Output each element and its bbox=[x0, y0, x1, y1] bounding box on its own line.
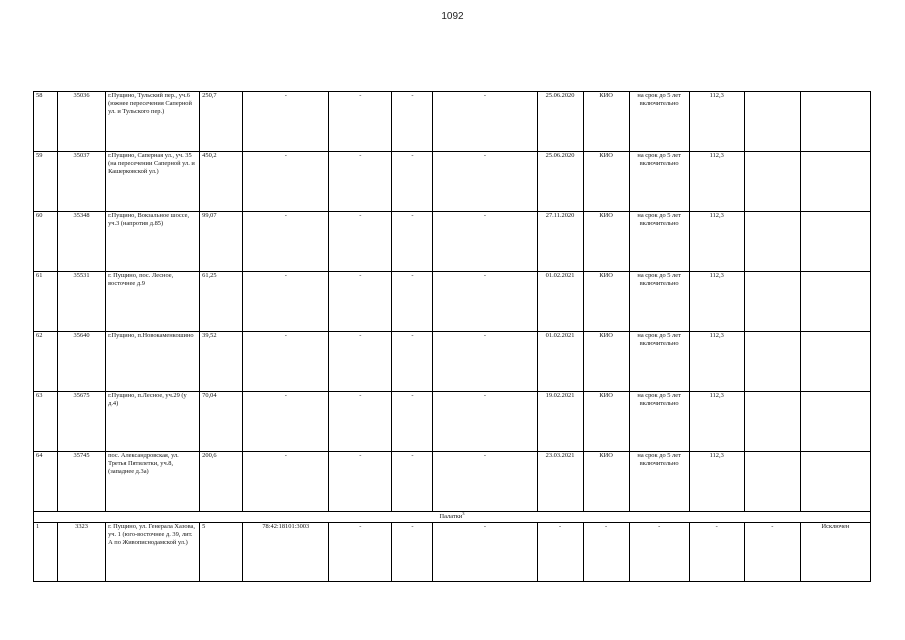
table-row bbox=[34, 523, 871, 582]
cell-area: 450,2 bbox=[200, 152, 243, 212]
cell-dash: - bbox=[392, 332, 433, 392]
cell-term: на срок до 5 лет включительно bbox=[629, 212, 689, 272]
cell-term: на срок до 5 лет включительно bbox=[629, 392, 689, 452]
cell-address: пос. Александровская, ул. Третья Пятилетки, уч.8, (западнее д.3а) bbox=[106, 452, 200, 512]
table-row bbox=[34, 452, 871, 512]
cell-address: г.Пущино, Саперная ул., уч. 35 (на пересечении Саперной ул. и Кашерковской ул.) bbox=[106, 152, 200, 212]
cell-area: 5 bbox=[200, 523, 243, 582]
cell-dash: - bbox=[392, 152, 433, 212]
cell-date: 01.02.2021 bbox=[537, 272, 583, 332]
cell-address: г.Пущино, п.Новокаменкошино bbox=[106, 332, 200, 392]
cell-note bbox=[744, 212, 800, 272]
cell-note bbox=[744, 332, 800, 392]
cell-address: г.Пущино, п.Лесное, уч.29 (у д.4) bbox=[106, 392, 200, 452]
cell-dash: - bbox=[689, 523, 744, 582]
section-header-row bbox=[34, 512, 871, 523]
cell-org: КИО bbox=[583, 272, 629, 332]
cell-address: г.Пущино, Тульский пер., уч.6 (южнее пересечения Саперной ул. и Тульского пер.) bbox=[106, 92, 200, 152]
cell-term: на срок до 5 лет включительно bbox=[629, 152, 689, 212]
cell-dash: - bbox=[243, 452, 329, 512]
cell-dash: - bbox=[329, 392, 392, 452]
cell-date: 23.03.2021 bbox=[537, 452, 583, 512]
cell-empty bbox=[800, 392, 870, 452]
cell-note bbox=[744, 452, 800, 512]
cell-term: на срок до 5 лет включительно bbox=[629, 272, 689, 332]
cell-dash: - bbox=[433, 212, 537, 272]
cell-date: 01.02.2021 bbox=[537, 332, 583, 392]
table-row bbox=[34, 392, 871, 452]
cell-date: 27.11.2020 bbox=[537, 212, 583, 272]
cell-dash: - bbox=[433, 272, 537, 332]
cell-dash: - bbox=[537, 523, 583, 582]
cell-price: 112,3 bbox=[689, 452, 744, 512]
cell-note bbox=[744, 152, 800, 212]
cell-dash: - bbox=[243, 92, 329, 152]
cell-date: 19.02.2021 bbox=[537, 392, 583, 452]
cell-dash: - bbox=[329, 152, 392, 212]
page-number: 1092 bbox=[441, 11, 464, 22]
cell-dash: - bbox=[744, 523, 800, 582]
cell-term: на срок до 5 лет включительно bbox=[629, 92, 689, 152]
cell-note bbox=[744, 392, 800, 452]
cell-address: г.Пущино, Вокзальное шоссе, уч.3 (напротив д.85) bbox=[106, 212, 200, 272]
cell-note bbox=[744, 92, 800, 152]
table-row bbox=[34, 332, 871, 392]
cell-dash: - bbox=[392, 392, 433, 452]
cell-price: 112,3 bbox=[689, 332, 744, 392]
cell-area: 250,7 bbox=[200, 92, 243, 152]
cell-empty bbox=[800, 152, 870, 212]
cell-num: 1 bbox=[34, 523, 58, 582]
cell-status: Исключен bbox=[800, 523, 870, 582]
cell-price: 112,3 bbox=[689, 152, 744, 212]
cell-dash: - bbox=[329, 212, 392, 272]
cell-num: 62 bbox=[34, 332, 58, 392]
cell-org: КИО bbox=[583, 332, 629, 392]
cell-id: 35675 bbox=[58, 392, 106, 452]
cell-id: 3323 bbox=[58, 523, 106, 582]
cell-term: на срок до 5 лет включительно bbox=[629, 332, 689, 392]
section-title bbox=[34, 512, 871, 523]
cell-id: 35036 bbox=[58, 92, 106, 152]
cell-dash: - bbox=[243, 392, 329, 452]
cell-dash: - bbox=[433, 152, 537, 212]
cell-empty bbox=[800, 332, 870, 392]
cell-num: 58 bbox=[34, 92, 58, 152]
cell-num: 60 bbox=[34, 212, 58, 272]
cell-price: 112,3 bbox=[689, 272, 744, 332]
cell-area: 200,6 bbox=[200, 452, 243, 512]
cell-dash: - bbox=[329, 92, 392, 152]
cell-area: 70,04 bbox=[200, 392, 243, 452]
cell-empty bbox=[800, 452, 870, 512]
cell-dash: - bbox=[243, 152, 329, 212]
cell-price: 112,3 bbox=[689, 212, 744, 272]
cell-org: КИО bbox=[583, 92, 629, 152]
cell-date: 25.06.2020 bbox=[537, 152, 583, 212]
registry-table bbox=[33, 91, 871, 582]
cell-dash: - bbox=[243, 212, 329, 272]
cell-dash: - bbox=[243, 272, 329, 332]
cell-dash: - bbox=[392, 452, 433, 512]
cell-price: 112,3 bbox=[689, 392, 744, 452]
table-row bbox=[34, 92, 871, 152]
cell-dash: - bbox=[433, 452, 537, 512]
cell-dash: - bbox=[329, 523, 392, 582]
section-label: Палатки bbox=[439, 513, 463, 520]
cell-dash: - bbox=[433, 92, 537, 152]
cell-org: КИО bbox=[583, 152, 629, 212]
table-row bbox=[34, 152, 871, 212]
cell-dash: - bbox=[392, 92, 433, 152]
cell-dash: - bbox=[392, 523, 433, 582]
cell-dash: - bbox=[433, 332, 537, 392]
cell-org: КИО bbox=[583, 392, 629, 452]
cell-cadastral: 78:42:18101:3003 bbox=[243, 523, 329, 582]
cell-note bbox=[744, 272, 800, 332]
cell-num: 59 bbox=[34, 152, 58, 212]
cell-num: 63 bbox=[34, 392, 58, 452]
cell-dash: - bbox=[433, 392, 537, 452]
cell-id: 35037 bbox=[58, 152, 106, 212]
cell-address: г. Пущино, ул. Генерала Хазова, уч. 1 (юго-восточнее д. 39, лит. А по Живописнодамской ул.) bbox=[106, 523, 200, 582]
table-row bbox=[34, 212, 871, 272]
cell-num: 64 bbox=[34, 452, 58, 512]
cell-dash: - bbox=[629, 523, 689, 582]
cell-dash: - bbox=[433, 523, 537, 582]
cell-org: КИО bbox=[583, 212, 629, 272]
cell-empty bbox=[800, 272, 870, 332]
cell-org: КИО bbox=[583, 452, 629, 512]
cell-dash: - bbox=[329, 332, 392, 392]
cell-dash: - bbox=[583, 523, 629, 582]
cell-price: 112,3 bbox=[689, 92, 744, 152]
cell-area: 61,25 bbox=[200, 272, 243, 332]
cell-empty bbox=[800, 92, 870, 152]
cell-area: 99,07 bbox=[200, 212, 243, 272]
cell-area: 39,52 bbox=[200, 332, 243, 392]
cell-term: на срок до 5 лет включительно bbox=[629, 452, 689, 512]
cell-empty bbox=[800, 212, 870, 272]
cell-address: г. Пущино, пос. Лесное, восточнее д.9 bbox=[106, 272, 200, 332]
cell-date: 25.06.2020 bbox=[537, 92, 583, 152]
cell-id: 35531 bbox=[58, 272, 106, 332]
cell-dash: - bbox=[392, 272, 433, 332]
cell-id: 35640 bbox=[58, 332, 106, 392]
cell-dash: - bbox=[243, 332, 329, 392]
section-footnote-mark: 3 bbox=[462, 511, 465, 516]
cell-id: 35348 bbox=[58, 212, 106, 272]
cell-id: 35745 bbox=[58, 452, 106, 512]
table-row bbox=[34, 272, 871, 332]
cell-dash: - bbox=[329, 452, 392, 512]
cell-dash: - bbox=[392, 212, 433, 272]
cell-dash: - bbox=[329, 272, 392, 332]
cell-num: 61 bbox=[34, 272, 58, 332]
